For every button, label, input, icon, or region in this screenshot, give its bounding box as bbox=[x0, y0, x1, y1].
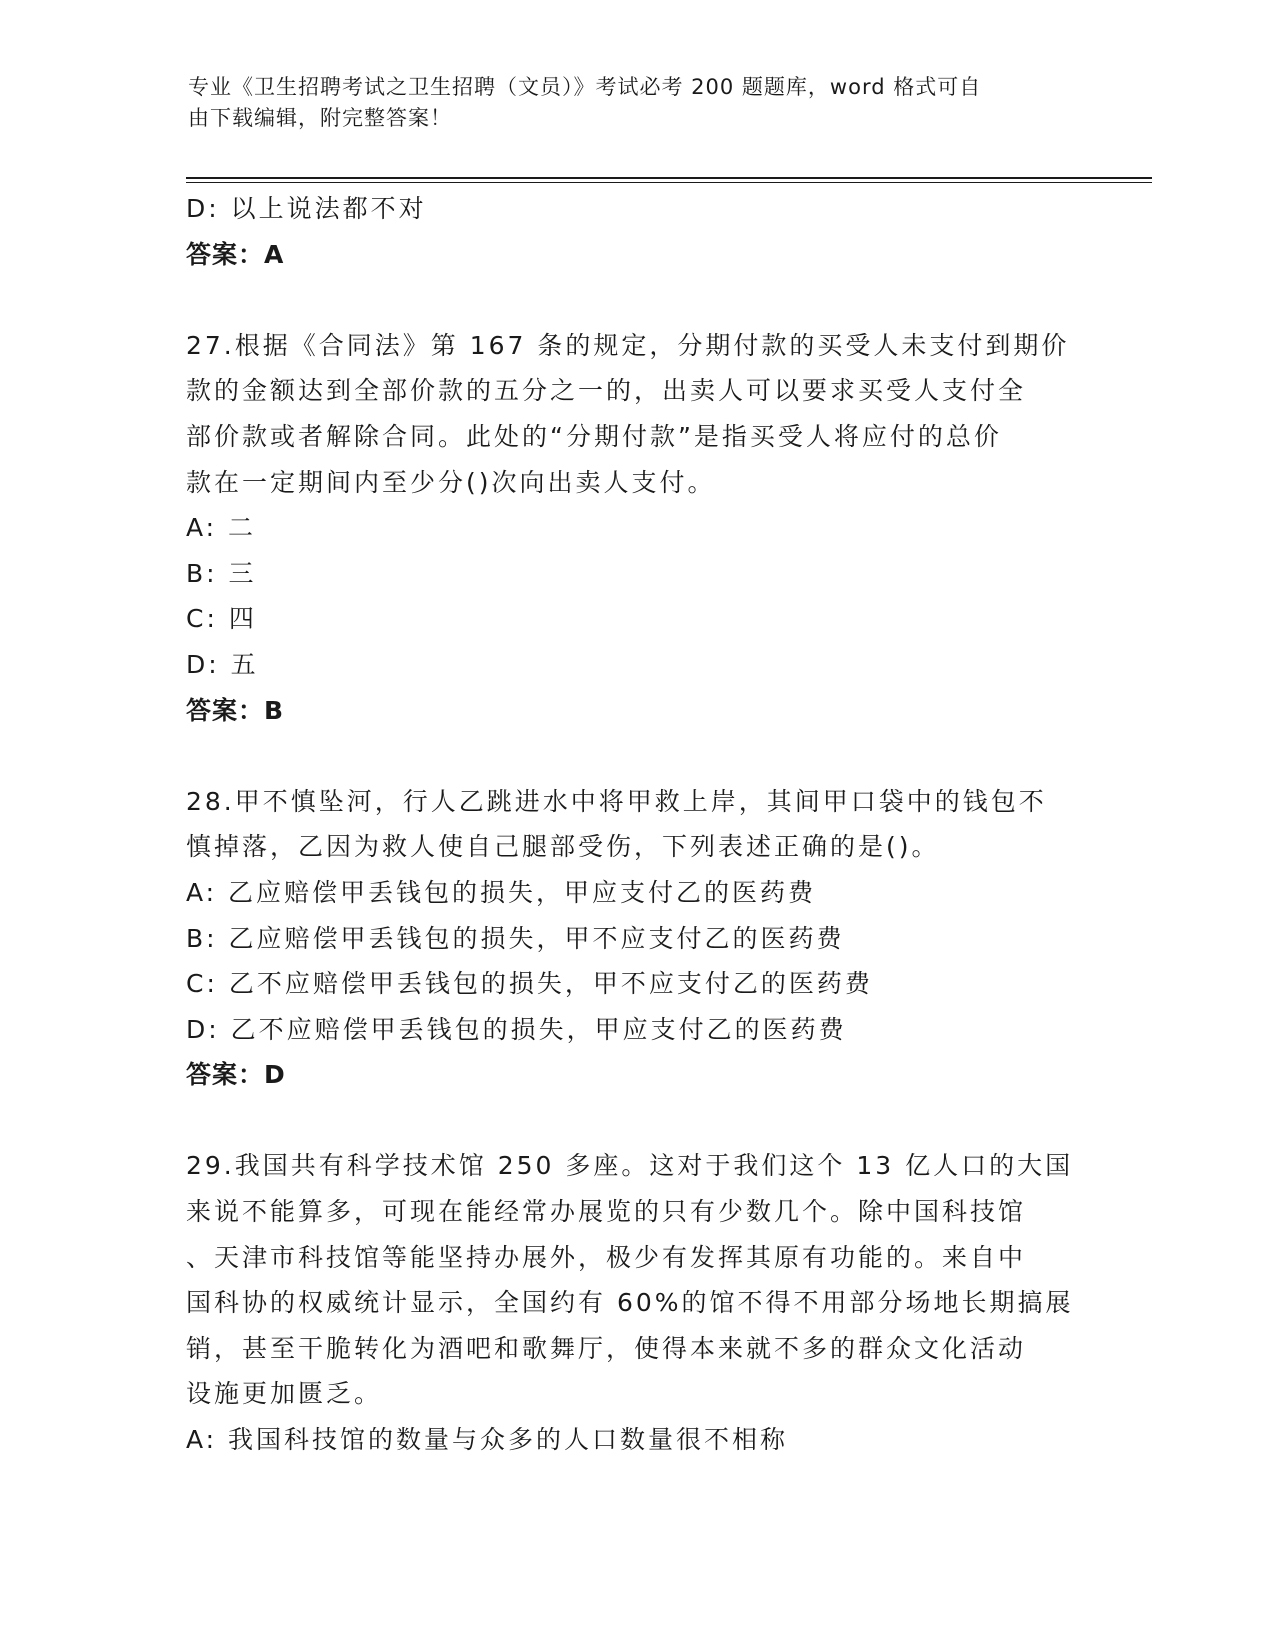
header-line-1: 专业《卫生招聘考试之卫生招聘（文员）》考试必考 200 题题库，word 格式可自 bbox=[188, 75, 982, 99]
question-29-line: 设施更加匮乏。 bbox=[186, 1379, 383, 1409]
question-28-line: 慎掉落，乙因为救人使自己腿部受伤，下列表述正确的是()。 bbox=[186, 832, 940, 862]
question-28-answer: 答案：D bbox=[186, 1060, 286, 1090]
question-27-line: 部价款或者解除合同。此处的“分期付款”是指买受人将应付的总价 bbox=[186, 421, 1002, 451]
header-divider-thin bbox=[186, 182, 1152, 183]
spacer bbox=[186, 277, 1086, 323]
question-28 bbox=[186, 779, 1086, 1098]
header-divider-thick bbox=[186, 177, 1152, 179]
question-27-line: 款在一定期间内至少分()次向出卖人支付。 bbox=[186, 467, 716, 497]
question-27-option-c: C: 四 bbox=[186, 604, 257, 634]
question-29-option-a: A: 我国科技馆的数量与众多的人口数量很不相称 bbox=[186, 1425, 789, 1455]
spacer bbox=[186, 733, 1086, 779]
question-29 bbox=[186, 1143, 1086, 1462]
question-28-option-d: D: 乙不应赔偿甲丢钱包的损失，甲应支付乙的医药费 bbox=[186, 1014, 847, 1044]
prev-option-d: D: 以上说法都不对 bbox=[186, 194, 427, 223]
question-content bbox=[186, 186, 1086, 1463]
prev-answer: 答案：A bbox=[186, 239, 285, 269]
question-27-line: 27.根据《合同法》第 167 条的规定，分期付款的买受人未支付到期价 bbox=[186, 330, 1070, 360]
question-28-option-a: A: 乙应赔偿甲丢钱包的损失，甲应支付乙的医药费 bbox=[186, 877, 817, 907]
question-27-line: 款的金额达到全部价款的五分之一的，出卖人可以要求买受人支付全 bbox=[186, 376, 1027, 406]
question-28-line: 28.甲不慎坠河，行人乙跳进水中将甲救上岸，其间甲口袋中的钱包不 bbox=[186, 786, 1047, 816]
question-28-option-b: B: 乙应赔偿甲丢钱包的损失，甲不应支付乙的医药费 bbox=[186, 923, 845, 953]
question-27-text bbox=[186, 323, 1086, 505]
question-29-line: 来说不能算多，可现在能经常办展览的只有少数几个。除中国科技馆 bbox=[186, 1197, 1027, 1227]
spacer bbox=[186, 1098, 1086, 1144]
question-29-line: 国科协的权威统计显示，全国约有 60%的馆不得不用部分场地长期搞展 bbox=[186, 1288, 1074, 1318]
question-28-text bbox=[186, 779, 1086, 870]
question-29-line: 29.我国共有科学技术馆 250 多座。这对于我们这个 13 亿人口的大国 bbox=[186, 1151, 1074, 1181]
question-27-answer: 答案：B bbox=[186, 695, 285, 725]
question-27-option-d: D: 五 bbox=[186, 649, 259, 679]
question-29-line: 、天津市科技馆等能坚持办展外，极少有发挥其原有功能的。来自中 bbox=[186, 1242, 1027, 1272]
question-27-option-a: A: 二 bbox=[186, 513, 257, 543]
question-29-line: 销，甚至干脆转化为酒吧和歌舞厅，使得本来就不多的群众文化活动 bbox=[186, 1333, 1027, 1363]
question-27 bbox=[186, 323, 1086, 733]
question-28-option-c: C: 乙不应赔偿甲丢钱包的损失，甲不应支付乙的医药费 bbox=[186, 969, 873, 999]
question-29-text bbox=[186, 1143, 1086, 1417]
question-27-option-b: B: 三 bbox=[186, 558, 257, 588]
header-line-2: 由下载编辑，附完整答案！ bbox=[188, 106, 452, 130]
document-header bbox=[188, 72, 1088, 134]
